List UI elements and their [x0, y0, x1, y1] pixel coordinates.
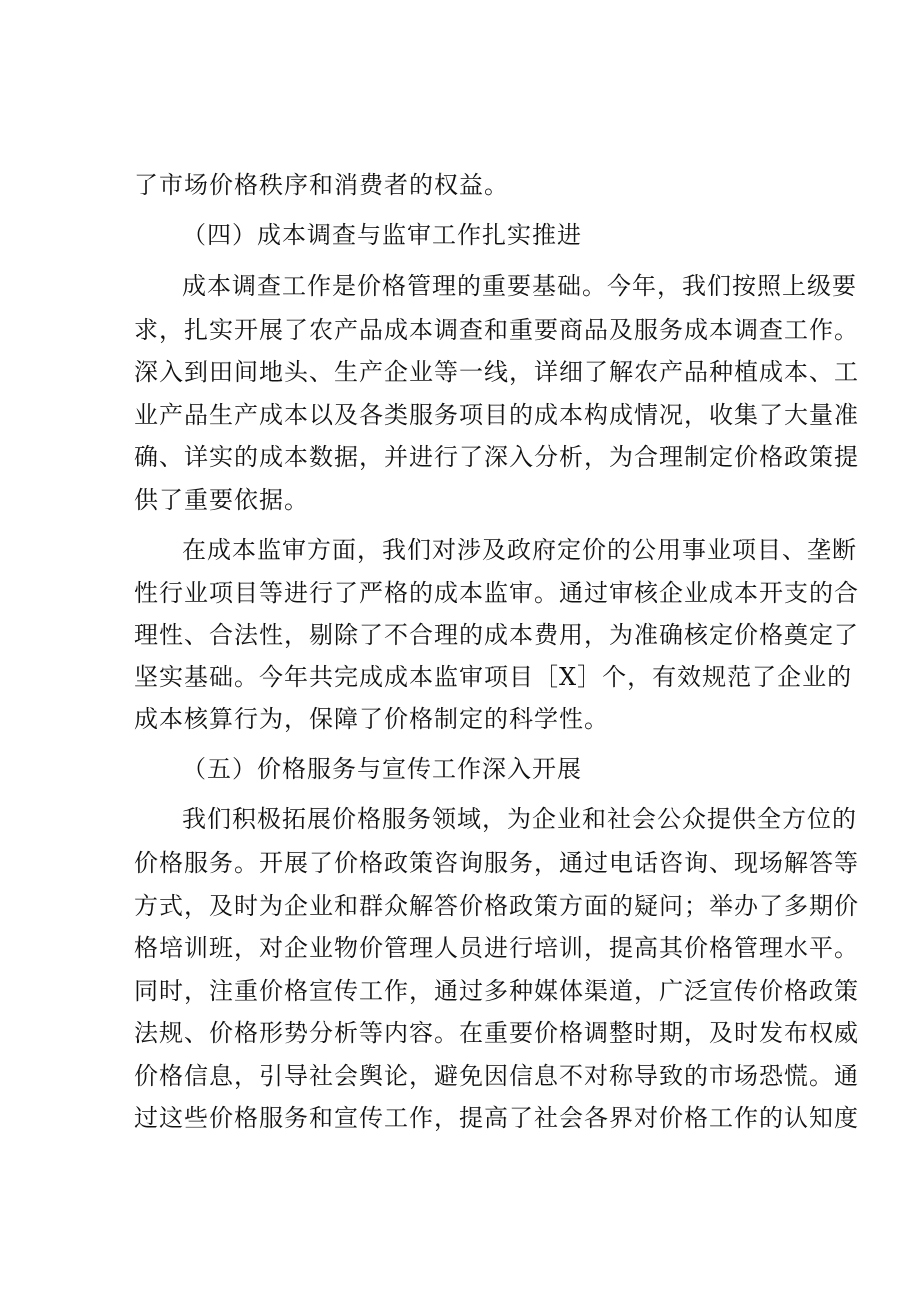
section-heading-4: （四）成本调查与监审工作扎实推进 [182, 221, 582, 249]
paragraph-line: 法规、价格形势分析等内容。在重要价格调整时期，及时发布权威 [134, 1019, 859, 1047]
paragraph-line: 同时，注重价格宣传工作，通过多种媒体渠道，广泛宣传价格政策 [134, 977, 859, 1005]
paragraph-line: 成本调查工作是价格管理的重要基础。今年，我们按照上级要 [182, 272, 857, 300]
paragraph-line: 确、详实的成本数据，并进行了深入分析，为合理制定价格政策提 [134, 443, 859, 471]
paragraph-line: 我们积极拓展价格服务领域，为企业和社会公众提供全方位的 [182, 805, 857, 833]
paragraph-line: 格培训班，对企业物价管理人员进行培训，提高其价格管理水平。 [134, 934, 859, 962]
paragraph-line: 价格信息，引导社会舆论，避免因信息不对称导致的市场恐慌。通 [134, 1062, 859, 1090]
section-heading-5: （五）价格服务与宣传工作深入开展 [182, 755, 582, 783]
paragraph-line: 在成本监审方面，我们对涉及政府定价的公用事业项目、垄断 [182, 536, 857, 564]
paragraph-line: 价格服务。开展了价格政策咨询服务，通过电话咨询、现场解答等 [134, 849, 859, 877]
paragraph-line: 性行业项目等进行了严格的成本监审。通过审核企业成本开支的合 [134, 579, 859, 607]
paragraph-line: 过这些价格服务和宣传工作，提高了社会各界对价格工作的认知度 [134, 1104, 859, 1132]
paragraph-line: 求，扎实开展了农产品成本调查和重要商品及服务成本调查工作。 [134, 316, 859, 344]
paragraph-line: 方式，及时为企业和群众解答价格政策方面的疑问；举办了多期价 [134, 892, 859, 920]
paragraph-line: 理性、合法性，剔除了不合理的成本费用，为准确核定价格奠定了 [134, 621, 859, 649]
paragraph-line: 深入到田间地头、生产企业等一线，详细了解农产品种植成本、工 [134, 358, 859, 386]
paragraph-line: 成本核算行为，保障了价格制定的科学性。 [134, 705, 609, 733]
paragraph-line: 供了重要依据。 [134, 486, 309, 514]
paragraph-line: 业产品生产成本以及各类服务项目的成本构成情况，收集了大量准 [134, 401, 859, 429]
paragraph-line: 了市场价格秩序和消费者的权益。 [134, 171, 509, 199]
paragraph-line: 坚实基础。今年共完成成本监审项目［X］个，有效规范了企业的 [134, 663, 853, 691]
